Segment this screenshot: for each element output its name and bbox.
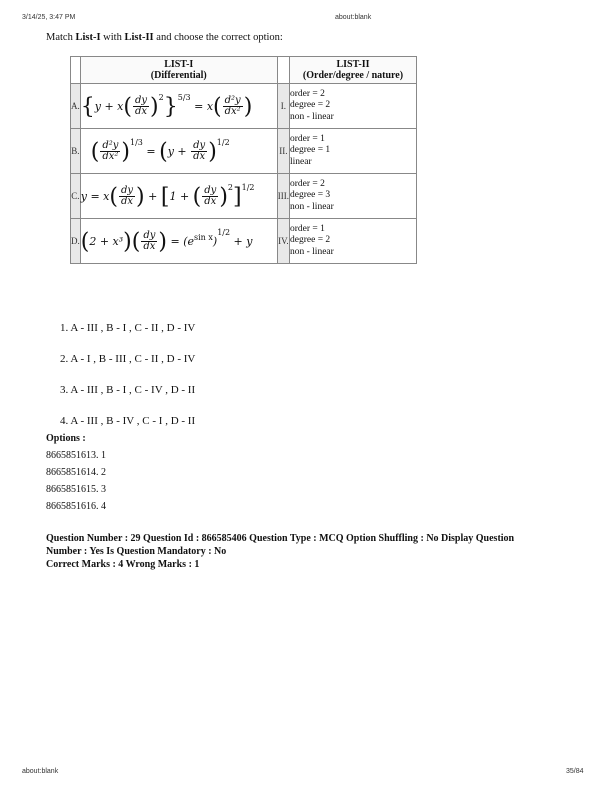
option-id: 8665851614. 2	[46, 467, 106, 478]
footer-url: about:blank	[22, 768, 59, 775]
list2-cell: order = 2 degree = 3 non - linear	[290, 174, 417, 219]
page-number: 35/84	[566, 768, 584, 775]
match-table	[70, 56, 417, 264]
row-label: B.	[71, 129, 81, 174]
row-label: D.	[71, 219, 81, 264]
print-datetime: 3/14/25, 3:47 PM	[22, 14, 76, 21]
list1-header: LIST-I (Differential)	[80, 57, 277, 84]
choice-4: 4. A - III , B - IV , C - I , D - II	[60, 415, 196, 427]
equation-c: y = x( $\frac{dy}{dx}$ ) + [1 + ( $\frac{dy}{dx}$ )$^2$]$^{1/2}$	[80, 174, 277, 219]
table-header-row	[71, 57, 417, 84]
print-url: about:blank	[335, 14, 372, 21]
row-numeral: III.	[277, 174, 289, 219]
row-numeral: I.	[277, 84, 289, 129]
option-id: 8665851615. 3	[46, 484, 106, 495]
row-numeral: II.	[277, 129, 289, 174]
list2-cell: order = 1 degree = 2 non - linear	[290, 219, 417, 264]
table-row	[71, 174, 417, 219]
equation-b: ( $\frac{\text{d²y}}{\text{dx²}}$ )$^{1/3}$ = (y + $\frac{dy}{dx}$ )$^{1/2}$	[80, 129, 277, 174]
options-label: Options :	[46, 433, 86, 444]
choice-2: 2. A - I , B - III , C - II , D - IV	[60, 353, 196, 365]
row-label: C.	[71, 174, 81, 219]
choice-1: 1. A - III , B - I , C - II , D - IV	[60, 322, 196, 334]
table-row	[71, 219, 417, 264]
question-metadata: Question Number : 29 Question Id : 866585406 Question Type : MCQ Option Shuffling : No Display Question Number : Yes Is Question Mandatory : No Correct Marks : 4 Wrong Marks : 1	[46, 533, 515, 570]
list2-cell: order = 1 degree = 1 linear	[290, 129, 417, 174]
choice-3: 3. A - III , B - I , C - IV , D - II	[60, 384, 196, 396]
option-id: 8665851613. 1	[46, 450, 106, 461]
equation-a: {y + x( $\frac{dy}{dx}$ )$^2$}$^{5/3}$ = x( $\frac{\text{d²y}}{\text{dx²}}$ )	[80, 84, 277, 129]
row-numeral: IV.	[277, 219, 289, 264]
question-text: Match List-I with List-II and choose the correct option:	[46, 32, 283, 43]
option-id: 8665851616. 4	[46, 501, 106, 512]
table-row	[71, 129, 417, 174]
list2-header: LIST-II (Order/degree / nature)	[290, 57, 417, 84]
equation-d: (2 + x³)( $\frac{dy}{dx}$ ) = $(e^{sin x})^{1/2} + y$	[80, 219, 277, 264]
table-row	[71, 84, 417, 129]
options-block	[46, 430, 106, 515]
row-label: A.	[71, 84, 81, 129]
list2-cell: order = 2 degree = 2 non - linear	[290, 84, 417, 129]
